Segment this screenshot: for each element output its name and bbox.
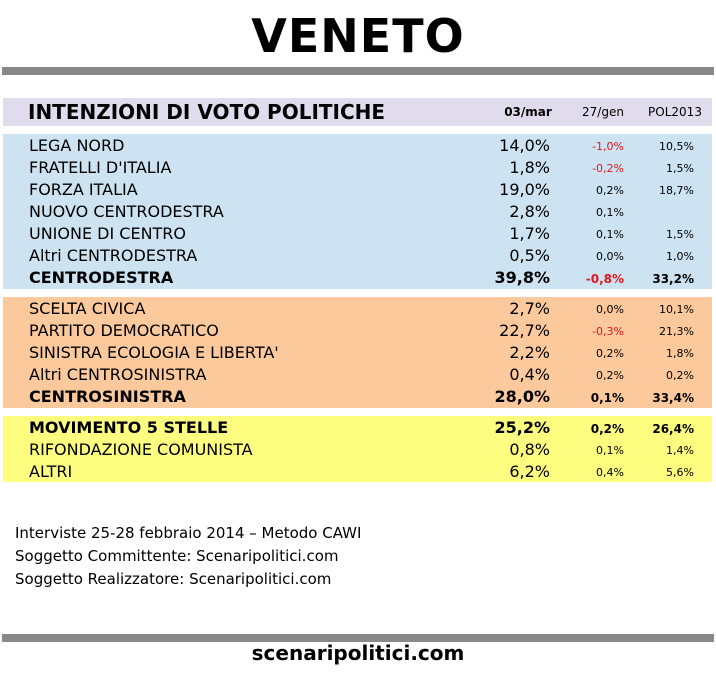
table-row: [0, 179, 716, 201]
survey-note: Interviste 25-28 febbraio 2014 – Metodo CAWI: [15, 524, 362, 542]
party-name: CENTRODESTRA: [29, 268, 174, 287]
value-pol2013: 1,5%: [666, 162, 694, 175]
value-03mar: 2,8%: [509, 202, 550, 221]
value-pol2013: 10,1%: [659, 303, 694, 316]
party-name: SINISTRA ECOLOGIA E LIBERTA': [29, 343, 279, 362]
top-divider: [2, 67, 714, 75]
table-row: [0, 461, 716, 483]
value-03mar: 39,8%: [494, 268, 550, 287]
value-03mar: 14,0%: [499, 136, 550, 155]
column-header-03mar: 03/mar: [504, 105, 552, 119]
value-27gen: -1,0%: [592, 140, 624, 153]
value-27gen: 0,2%: [596, 347, 624, 360]
column-header-pol2013: POL2013: [648, 105, 702, 119]
party-name: MOVIMENTO 5 STELLE: [29, 418, 229, 437]
party-name: RIFONDAZIONE COMUNISTA: [29, 440, 253, 459]
value-pol2013: 1,0%: [666, 250, 694, 263]
table-row: [0, 201, 716, 223]
value-pol2013: 1,4%: [666, 444, 694, 457]
party-name: FRATELLI D'ITALIA: [29, 158, 172, 177]
value-pol2013: 10,5%: [659, 140, 694, 153]
value-27gen: 0,4%: [596, 466, 624, 479]
value-pol2013: 26,4%: [652, 422, 694, 436]
value-03mar: 6,2%: [509, 462, 550, 481]
party-name: PARTITO DEMOCRATICO: [29, 321, 219, 340]
value-03mar: 1,7%: [509, 224, 550, 243]
party-name: UNIONE DI CENTRO: [29, 224, 187, 243]
party-name: CENTROSINISTRA: [29, 387, 186, 406]
value-27gen: -0,3%: [592, 325, 624, 338]
value-27gen: 0,1%: [596, 444, 624, 457]
value-27gen: 0,1%: [590, 391, 624, 405]
table-row: [0, 342, 716, 364]
producer-note: Soggetto Realizzatore: Scenaripolitici.com: [15, 570, 332, 588]
value-pol2013: 1,8%: [666, 347, 694, 360]
table-row: [0, 223, 716, 245]
value-27gen: 0,2%: [590, 422, 624, 436]
value-03mar: 22,7%: [499, 321, 550, 340]
value-03mar: 28,0%: [494, 387, 550, 406]
party-name: FORZA ITALIA: [29, 180, 138, 199]
table-row: [0, 245, 716, 267]
party-name: SCELTA CIVICA: [29, 299, 146, 318]
party-name: ALTRI: [29, 462, 73, 481]
value-27gen: -0,2%: [592, 162, 624, 175]
value-27gen: 0,1%: [596, 206, 624, 219]
value-03mar: 0,8%: [509, 440, 550, 459]
commissioner-note: Soggetto Committente: Scenaripolitici.com: [15, 547, 339, 565]
table-heading: INTENZIONI DI VOTO POLITICHE: [28, 100, 386, 124]
table-row: [0, 157, 716, 179]
value-pol2013: 21,3%: [659, 325, 694, 338]
table-row: [0, 417, 716, 439]
value-pol2013: 1,5%: [666, 228, 694, 241]
table-row: [0, 135, 716, 157]
value-pol2013: 0,2%: [666, 369, 694, 382]
party-name: LEGA NORD: [29, 136, 125, 155]
value-27gen: 0,0%: [596, 303, 624, 316]
party-name: NUOVO CENTRODESTRA: [29, 202, 224, 221]
value-03mar: 0,5%: [509, 246, 550, 265]
value-03mar: 25,2%: [494, 418, 550, 437]
value-03mar: 19,0%: [499, 180, 550, 199]
table-row: [0, 320, 716, 342]
value-27gen: 0,1%: [596, 228, 624, 241]
table-row: [0, 386, 716, 408]
value-pol2013: 18,7%: [659, 184, 694, 197]
value-03mar: 1,8%: [509, 158, 550, 177]
column-header-27gen: 27/gen: [582, 105, 624, 119]
value-27gen: 0,2%: [596, 184, 624, 197]
value-27gen: -0,8%: [585, 272, 624, 286]
party-name: Altri CENTROSINISTRA: [29, 365, 207, 384]
table-row: [0, 439, 716, 461]
value-27gen: 0,0%: [596, 250, 624, 263]
value-pol2013: 33,2%: [652, 272, 694, 286]
page-title: VENETO: [251, 9, 465, 63]
value-27gen: 0,2%: [596, 369, 624, 382]
value-pol2013: 5,6%: [666, 466, 694, 479]
table-row: [0, 298, 716, 320]
table-row: [0, 364, 716, 386]
value-pol2013: 33,4%: [652, 391, 694, 405]
party-name: Altri CENTRODESTRA: [29, 246, 198, 265]
value-03mar: 2,7%: [509, 299, 550, 318]
value-03mar: 2,2%: [509, 343, 550, 362]
footer-site: scenaripolitici.com: [251, 641, 465, 665]
value-03mar: 0,4%: [509, 365, 550, 384]
table-row: [0, 267, 716, 289]
